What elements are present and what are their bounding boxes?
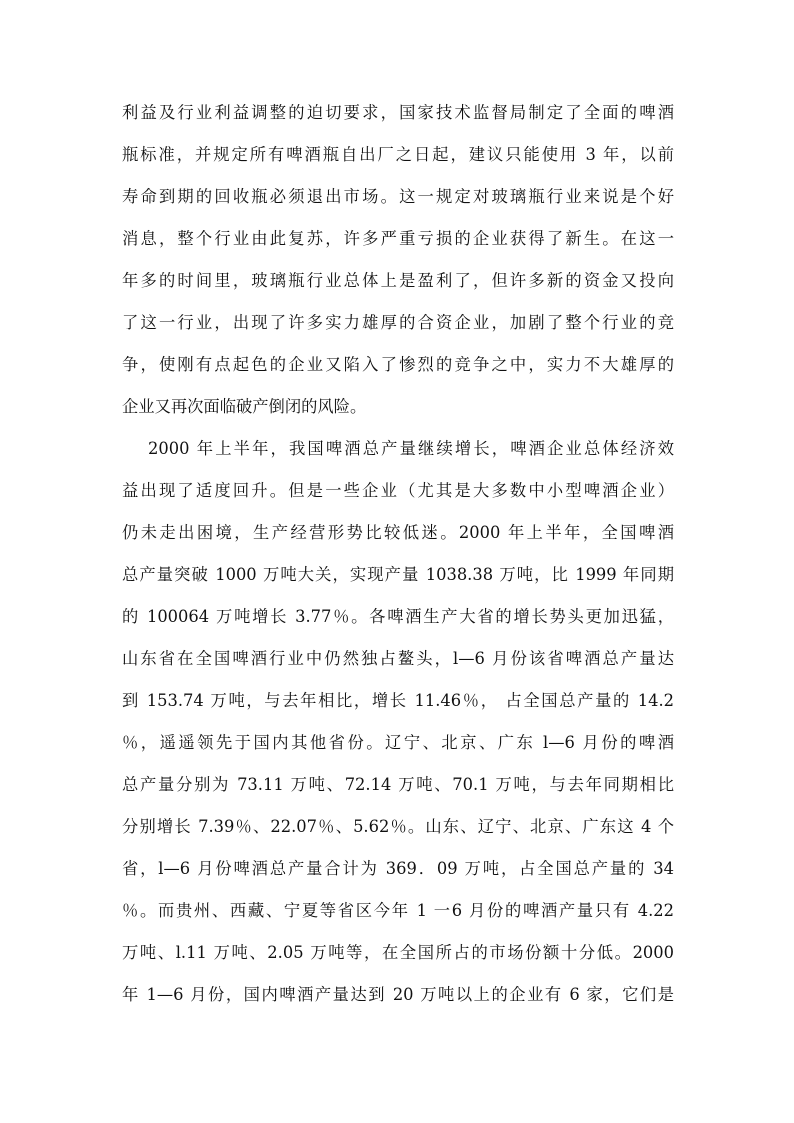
text-line: 总产量突破 1000 万吨大关，实现产量 1038.38 万吨，比 1999 年同期 — [122, 565, 674, 584]
body-text — [122, 92, 674, 1016]
text-line: 益出现了适度回升。但是一些企业（尤其是大多数中小型啤酒企业） — [122, 481, 674, 500]
text-line: 争，使刚有点起色的企业又陷入了惨烈的竞争之中，实力不大雄厚的 — [122, 355, 674, 374]
text-line: 年 1—6 月份，国内啤酒产量达到 20 万吨以上的企业有 6 家，它们是 — [122, 985, 674, 1004]
paragraph-end-line: 企业又再次面临破产倒闭的风险。 — [122, 397, 367, 416]
text-line: 总产量分别为 73.11 万吨、72.14 万吨、70.1 万吨，与去年同期相比 — [122, 775, 674, 794]
text-line: 消息，整个行业由此复苏，许多严重亏损的企业获得了新生。在这一 — [122, 229, 674, 248]
text-line: 年多的时间里，玻璃瓶行业总体上是盈利了，但许多新的资金又投向 — [122, 271, 674, 290]
text-line: 瓶标准，并规定所有啤酒瓶自出厂之日起，建议只能使用 3 年，以前 — [122, 145, 674, 164]
text-line: 了这一行业，出现了许多实力雄厚的合资企业，加剧了整个行业的竞 — [122, 313, 674, 332]
text-line: 省，l—6 月份啤酒总产量合计为 369．09 万吨，占全国总产量的 34 — [122, 859, 674, 878]
text-line: 山东省在全国啤酒行业中仍然独占鳌头，l—6 月份该省啤酒总产量达 — [122, 649, 674, 668]
text-line: 到 153.74 万吨，与去年相比，增长 11.46％， 占全国总产量的 14.2 — [122, 691, 674, 710]
text-line: 仍未走出困境，生产经营形势比较低迷。2000 年上半年，全国啤酒 — [122, 523, 674, 542]
text-line: ％，遥遥领先于国内其他省份。辽宁、北京、广东 l—6 月份的啤酒 — [122, 733, 674, 752]
text-line: 利益及行业利益调整的迫切要求，国家技术监督局制定了全面的啤酒 — [122, 103, 674, 122]
paragraph-start-line: 2000 年上半年，我国啤酒总产量继续增长，啤酒企业总体经济效 — [148, 439, 674, 458]
text-line: 万吨、l.11 万吨、2.05 万吨等，在全国所占的市场份额十分低。2000 — [122, 943, 674, 962]
text-line: 寿命到期的回收瓶必须退出市场。这一规定对玻璃瓶行业来说是个好 — [122, 187, 674, 206]
text-line: 的 100064 万吨增长 3.77％。各啤酒生产大省的增长势头更加迅猛， — [122, 607, 674, 626]
text-line: ％。而贵州、西藏、宁夏等省区今年 1 一6 月份的啤酒产量只有 4.22 — [122, 901, 674, 920]
text-line: 分别增长 7.39％、22.07％、5.62％。山东、辽宁、北京、广东这 4 个 — [122, 817, 674, 836]
